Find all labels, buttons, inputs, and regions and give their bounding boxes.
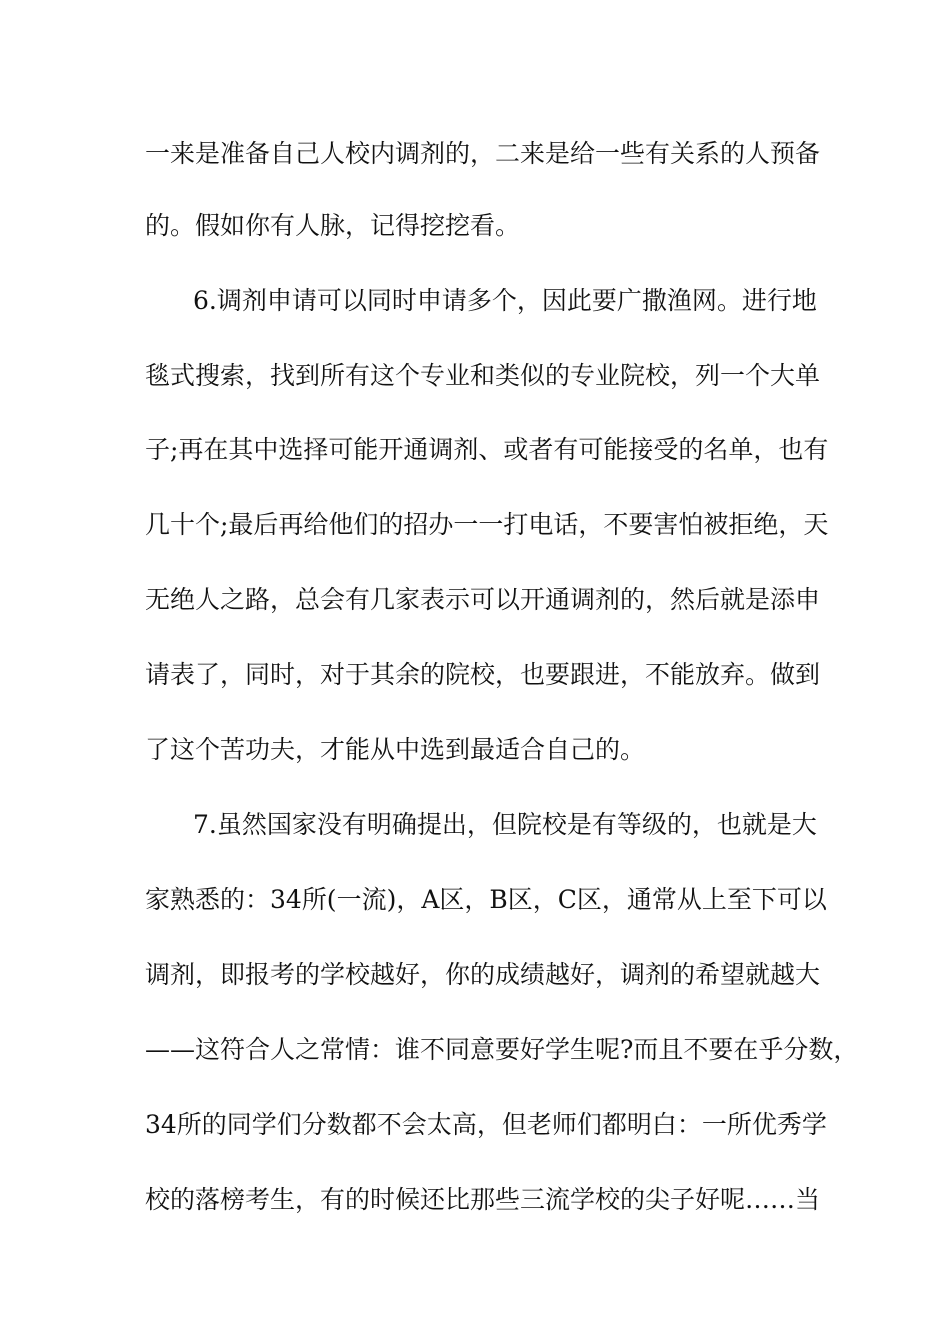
text-line: 调剂，即报考的学校越好，你的成绩越好，调剂的希望就越大	[145, 960, 821, 989]
paragraph-7-start: 7.虽然国家没有明确提出，但院校是有等级的，也就是大	[193, 810, 817, 839]
text-line: 一来是准备自己人校内调剂的，二来是给一些有关系的人预备	[145, 139, 821, 168]
text-line: 无绝人之路，总会有几家表示可以开通调剂的，然后就是添申	[145, 585, 821, 614]
text-line: 34所的同学们分数都不会太高，但老师们都明白：一所优秀学	[145, 1110, 827, 1139]
paragraph-6-start: 6.调剂申请可以同时申请多个，因此要广撒渔网。进行地	[193, 286, 817, 315]
text-line: 毯式搜索，找到所有这个专业和类似的专业院校，列一个大单	[145, 361, 821, 390]
text-line: 请表了，同时，对于其余的院校，也要跟进，不能放弃。做到	[145, 660, 821, 689]
text-line: 家熟悉的：34所(一流)，A区，B区，C区，通常从上至下可以	[145, 885, 827, 914]
text-line: 几十个;最后再给他们的招办一一打电话，不要害怕被拒绝，天	[145, 510, 829, 539]
text-line: 子;再在其中选择可能开通调剂、或者有可能接受的名单，也有	[145, 435, 829, 464]
text-line: 了这个苦功夫，才能从中选到最适合自己的。	[145, 735, 646, 764]
text-line: 的。假如你有人脉，记得挖挖看。	[145, 211, 521, 240]
text-line: 校的落榜考生，有的时候还比那些三流学校的尖子好呢……当	[145, 1185, 821, 1214]
text-line: ——这符合人之常情：谁不同意要好学生呢?而且不要在乎分数，	[145, 1035, 859, 1064]
